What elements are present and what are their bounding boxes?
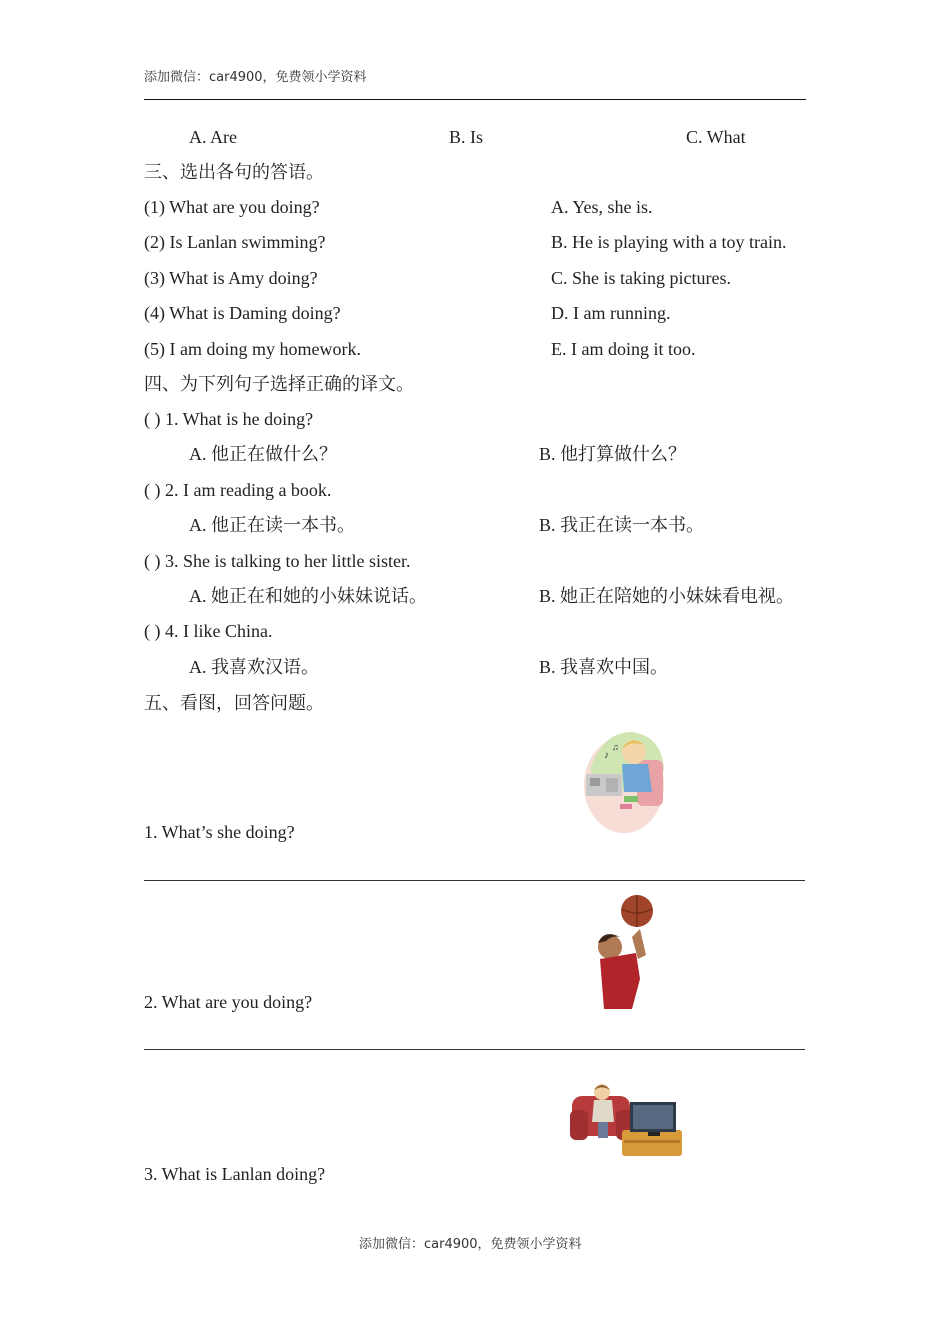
section4-question: ( ) 1. What is he doing?	[144, 409, 314, 429]
section3-answer: C. She is taking pictures.	[551, 268, 731, 288]
header-text: 添加微信：car4900，免费领小学资料	[144, 70, 367, 85]
section3-question: (2) Is Lanlan swimming?	[144, 232, 326, 252]
section4-title: 四、为下列句子选择正确的译文。	[144, 374, 414, 394]
section4-option-a: A. 他正在读一本书。	[189, 515, 355, 535]
header-rule	[144, 99, 806, 100]
prev-option-b: B. Is	[449, 127, 484, 147]
section4-option-a: A. 他正在做什么？	[189, 444, 337, 464]
section5-question: 1. What’s she doing?	[144, 822, 295, 842]
section3-question: (3) What is Amy doing?	[144, 268, 318, 288]
section4-option-a: A. 我喜欢汉语。	[189, 657, 319, 677]
section5-question: 3. What is Lanlan doing?	[144, 1164, 326, 1184]
section3-answer: A. Yes, she is.	[551, 197, 653, 217]
section4-option-b: B. 她正在陪她的小妹妹看电视。	[539, 586, 795, 606]
section3-answer: B. He is playing with a toy train.	[551, 232, 787, 252]
section4-option-b: B. 我喜欢中国。	[539, 657, 669, 677]
prev-option-a: A. Are	[189, 127, 237, 147]
section4-question: ( ) 4. I like China.	[144, 621, 273, 641]
section3-answer: E. I am doing it too.	[551, 339, 696, 359]
section3-question: (5) I am doing my homework.	[144, 339, 361, 359]
section4-option-b: B. 他打算做什么？	[539, 444, 687, 464]
section4-question: ( ) 3. She is talking to her little sister.	[144, 551, 411, 571]
music-listening-illustration	[582, 730, 670, 834]
section3-question: (4) What is Daming doing?	[144, 303, 341, 323]
watching-tv-illustration	[570, 1080, 686, 1164]
svg-text:♫: ♫	[612, 742, 619, 752]
section5-title: 五、看图，回答问题。	[144, 693, 324, 713]
answer-line[interactable]	[144, 1049, 805, 1050]
footer-text: 添加微信：car4900，免费领小学资料	[359, 1237, 582, 1252]
section3-question: (1) What are you doing?	[144, 197, 320, 217]
section4-option-b: B. 我正在读一本书。	[539, 515, 705, 535]
prev-option-c: C. What	[686, 127, 746, 147]
section3-answer: D. I am running.	[551, 303, 671, 323]
section4-option-a: A. 她正在和她的小妹妹说话。	[189, 586, 427, 606]
svg-text:♪: ♪	[604, 750, 609, 761]
section5-question: 2. What are you doing?	[144, 992, 313, 1012]
section4-question: ( ) 2. I am reading a book.	[144, 480, 332, 500]
basketball-illustration	[590, 893, 660, 1011]
section3-title: 三、选出各句的答语。	[144, 162, 324, 182]
answer-line[interactable]	[144, 880, 805, 881]
